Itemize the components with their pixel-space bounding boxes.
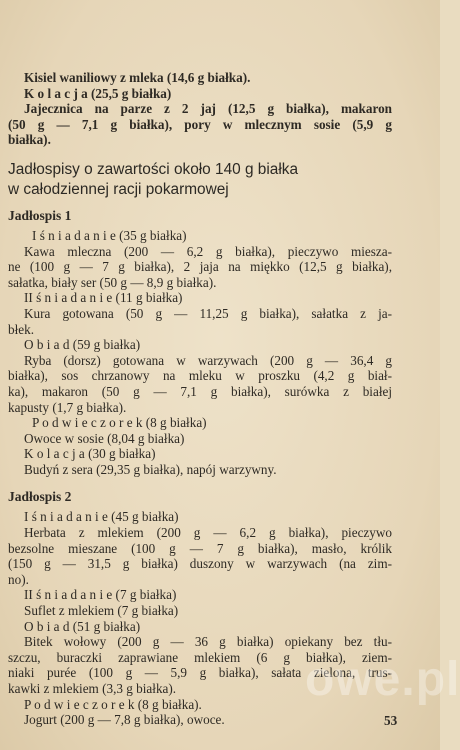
text-line: niaki purée (100 g — 5,9 g białka), sałata zielona, trus- [8,665,392,681]
text-line: Ryba (dorsz) gotowana w warzywach (200 g — 36,4 g [24,352,392,368]
text-line: Suflet z mlekiem (7 g białka) [24,603,179,619]
section-title-line-1: Jadłospisy o zawartości około 140 g białka [8,160,299,178]
menu1-heading: Jadłospis 1 [8,207,72,223]
text-line: Budyń z sera (29,35 g białka), napój warzywny. [24,461,277,477]
text-line: kawki z mlekiem (3,3 g białka). [8,681,177,696]
text-line: Bitek wołowy (200 g — 36 g białka) opiekany bez tłu- [24,634,392,650]
page-content [8,70,392,728]
text-line: sałatka, biały ser (50 g — 8,9 g białka). [8,274,217,290]
text-line: ka), makaron (50 g — 7,1 g białka), surówka z białej [8,383,392,399]
text-line: białka), sos chrzanowy na mleku w proszku (4,2 g biał- [8,368,392,384]
page-number: 53 [384,713,398,728]
text-line: błek. [8,321,35,337]
text-line: białka). [8,132,51,148]
text-line: Jogurt (200 g — 7,8 g białka), owoce. [24,712,225,728]
meal-heading-kolacja: K o l a c j a (25,5 g białka) [24,85,172,101]
meal-heading: P o d w i e c z o r e k (8 g białka). [24,696,202,712]
meal-heading: II ś n i a d a n i e (11 g białka) [24,290,183,306]
text-line: kapusty (1,7 g białka). [8,399,127,415]
text-line: Kisiel waniliowy z mleka (14,6 g białka). [24,70,251,85]
text-line: bezsolne mieszane (100 g — 7 g białka), masło, królik [8,540,392,556]
meal-heading: K o l a c j a (30 g białka) [24,446,156,462]
text-line: (150 g — 31,5 g białka) duszony w warzywach (na zim- [8,556,392,572]
text-line: Kura gotowana (50 g — 11,25 g białka), sałatka z ja- [24,305,392,321]
meal-heading: II ś n i a d a n i e (7 g białka) [24,587,177,603]
text-line: Kawa mleczna (200 — 6,2 g białka), pieczywo miesza- [24,243,392,259]
section-title-line-2: w całodziennej racji pokarmowej [8,180,229,198]
text-line: Jajecznica na parze z 2 jaj (12,5 g białka), makaron [24,101,392,117]
text-line: Herbata z mlekiem (200 g — 6,2 g białka), pieczywo [24,525,392,541]
meal-heading: O b i a d (51 g białka) [24,618,141,634]
text-line: ne (100 g — 7 g białka), 2 jaja na miękko (12,5 g białka), [8,259,392,275]
watermark: owe.pl [305,653,460,706]
text-line: Owoce w sosie (8,04 g białka) [24,430,185,446]
meal-heading: P o d w i e c z o r e k (8 g białka) [32,415,207,431]
text-line: no). [8,571,29,587]
menu2-heading: Jadłospis 2 [8,489,72,505]
text-line: szczu, buraczki zaprawiane mlekiem (6 g białka), ziem- [8,649,392,665]
meal-heading: O b i a d (59 g białka) [24,337,141,353]
meal-heading: I ś n i a d a n i e (45 g białka) [24,509,179,525]
text-line: (50 g — 7,1 g białka), pory w mlecznym sosie (5,9 g [8,116,392,132]
meal-heading: I ś n i a d a n i e (35 g białka) [32,227,187,243]
